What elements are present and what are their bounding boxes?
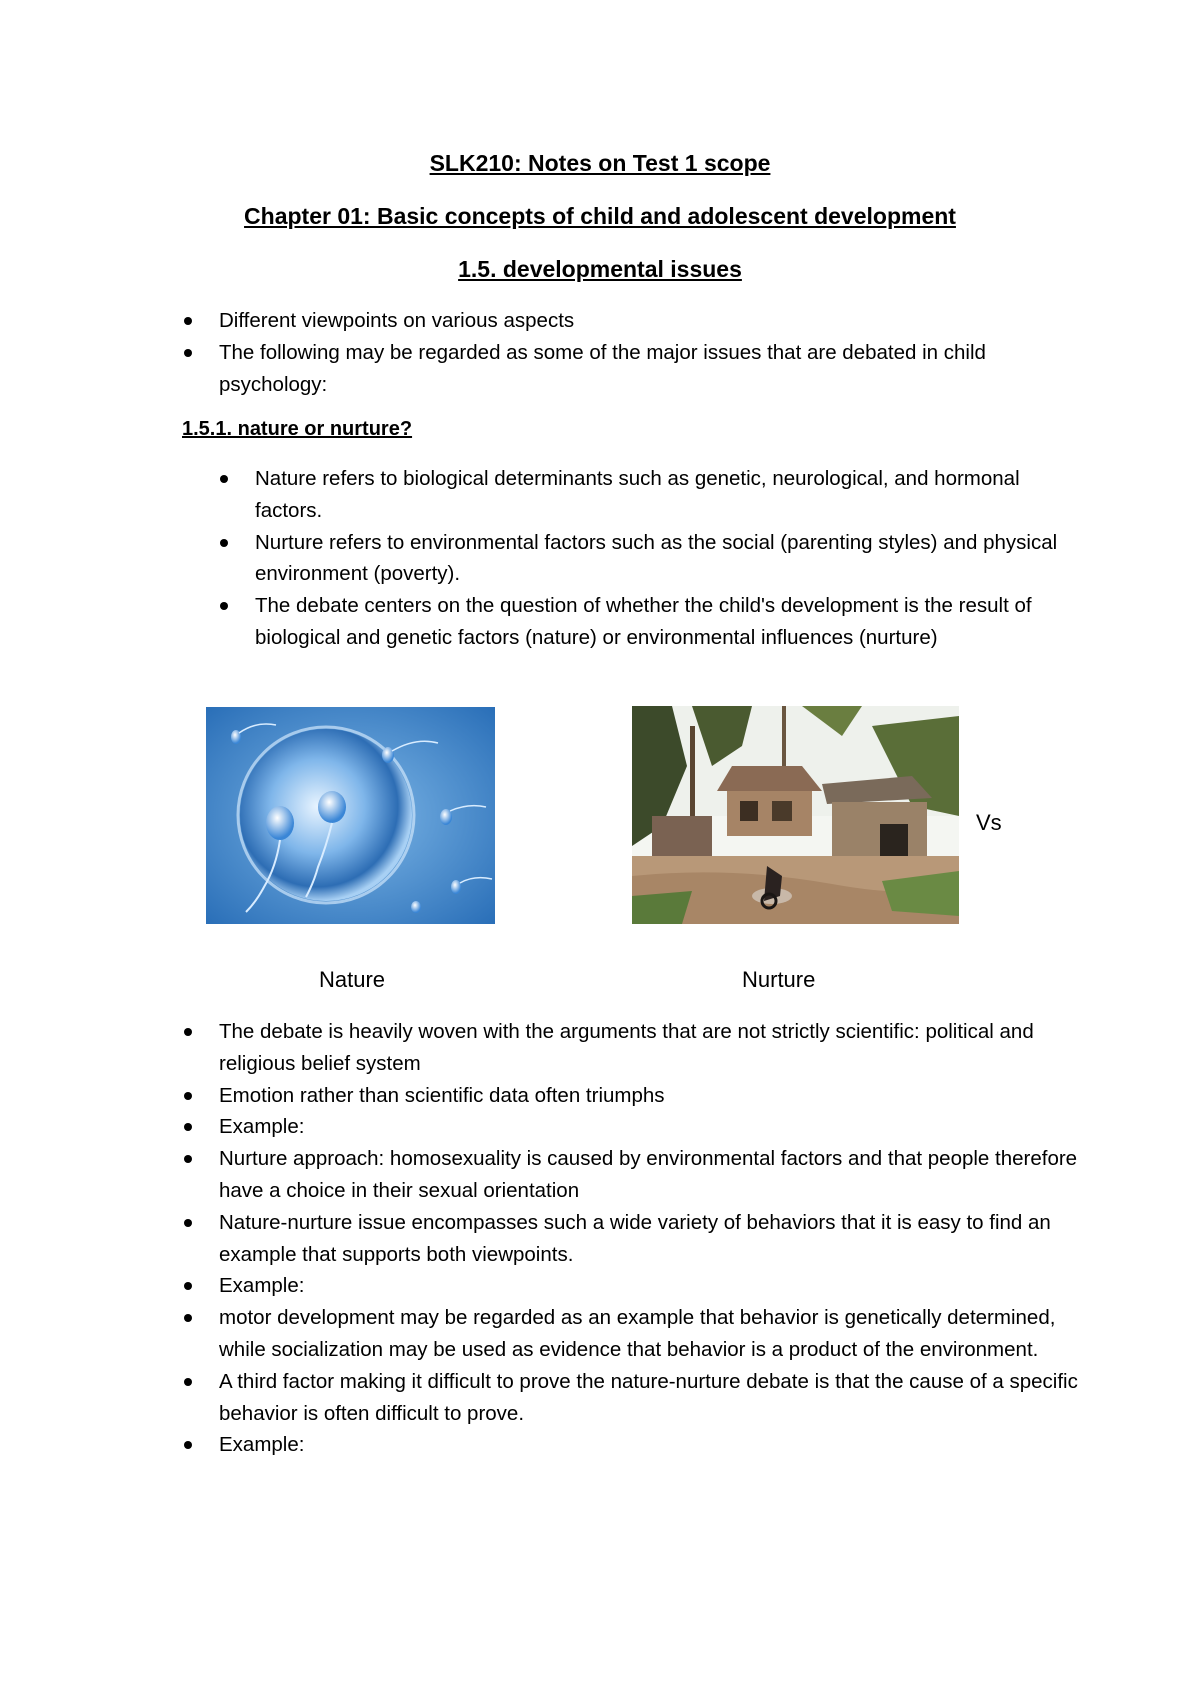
section-heading: 1.5. developmental issues: [458, 256, 742, 282]
list-item: A third factor making it difficult to prove the nature-nurture debate is that the cause of a specific behavior is often difficult to prove.: [182, 1366, 1082, 1430]
nurture-image: [632, 706, 959, 924]
list-item: Different viewpoints on various aspects: [182, 305, 1082, 337]
list-item: Nurture approach: homosexuality is caused by environmental factors and that people therefore have a choice in their sexual orientation: [182, 1143, 1082, 1207]
list-item: Example:: [182, 1429, 1082, 1461]
nature-nurture-bullet-list: [218, 463, 1068, 654]
document-title: SLK210: Notes on Test 1 scope: [429, 150, 771, 176]
chapter-heading: Chapter 01: Basic concepts of child and adolescent development: [244, 203, 956, 229]
list-item: The debate centers on the question of whether the child's development is the result of biological and genetic factors (nature) or environmental influences (nurture): [218, 590, 1068, 654]
subsection-heading: 1.5.1. nature or nurture?: [182, 418, 413, 440]
nature-caption: Nature: [319, 967, 386, 992]
nature-image: [206, 707, 495, 924]
list-item: Example:: [182, 1270, 1082, 1302]
debate-bullet-list: [182, 1016, 1082, 1461]
list-item: The debate is heavily woven with the arguments that are not strictly scientific: political and religious belief system: [182, 1016, 1082, 1080]
list-item: motor development may be regarded as an example that behavior is genetically determined, while socialization may be used as evidence that behavior is a product of the environment.: [182, 1302, 1082, 1366]
egg-cell-sperm-illustration-icon: [206, 707, 495, 924]
list-item: Example:: [182, 1111, 1082, 1143]
vs-label: Vs: [976, 810, 1002, 835]
list-item: Nurture refers to environmental factors such as the social (parenting styles) and physical environment (poverty).: [218, 527, 1068, 591]
intro-bullet-list: [182, 305, 1082, 400]
nurture-caption: Nurture: [742, 967, 816, 992]
list-item: Nature-nurture issue encompasses such a wide variety of behaviors that it is easy to find an example that supports both viewpoints.: [182, 1207, 1082, 1271]
list-item: Emotion rather than scientific data often triumphs: [182, 1080, 1082, 1112]
list-item: Nature refers to biological determinants such as genetic, neurological, and hormonal factors.: [218, 463, 1068, 527]
list-item: The following may be regarded as some of the major issues that are debated in child psychology:: [182, 337, 1082, 401]
village-huts-photo-icon: [632, 706, 959, 924]
